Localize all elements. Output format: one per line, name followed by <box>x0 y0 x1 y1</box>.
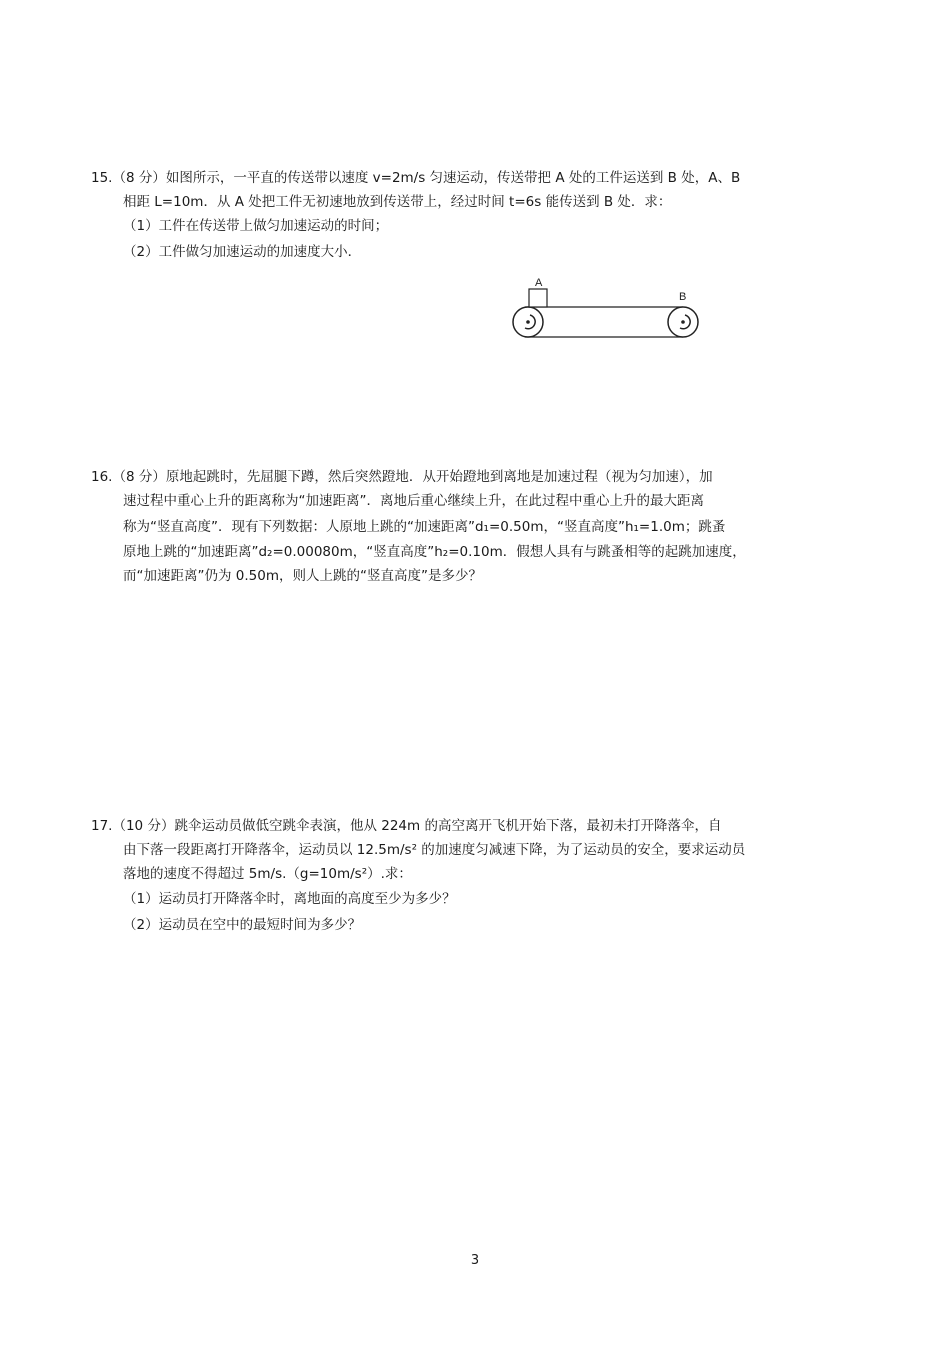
q16-line-3: 称为“竖直高度”．现有下列数据：人原地上跳的“加速距离”d₁=0.50m，“竖直高度”h₁=1.0m；跳蚤 <box>123 519 726 535</box>
q17-line-2: 由下落一段距离打开降落伞，运动员以 12.5m/s² 的加速度匀减速下降，为了运动员的安全，要求运动员 <box>123 842 746 858</box>
q15-sub-2: （2）工件做匀加速运动的加速度大小． <box>123 244 362 260</box>
label-b: B <box>679 291 687 303</box>
q16-line-5: 而“加速距离”仍为 0.50m，则人上跳的“竖直高度”是多少？ <box>123 568 482 584</box>
q16-line-1: 16.（8 分）原地起跳时，先屈腿下蹲，然后突然蹬地．从开始蹬地到离地是加速过程（视为匀加速），加 <box>91 469 713 485</box>
page-number: 3 <box>470 1253 480 1268</box>
left-pulley <box>513 307 543 337</box>
right-pulley <box>668 307 698 337</box>
q17-sub-1: （1）运动员打开降落伞时，离地面的高度至少为多少？ <box>123 891 456 907</box>
q17-line-1: 17.（10 分）跳伞运动员做低空跳伞表演，他从 224m 的高空离开飞机开始下落，最初未打开降落伞，自 <box>91 818 722 834</box>
conveyor-belt-diagram <box>505 270 710 345</box>
q15-sub-1: （1）工件在传送带上做匀加速运动的时间； <box>123 218 389 234</box>
q17-line-3: 落地的速度不得超过 5m/s.（g=10m/s²）.求： <box>123 866 412 882</box>
q15-line-2: 相距 L=10m．从 A 处把工件无初速地放到传送带上，经过时间 t=6s 能传送到 B 处．求： <box>123 194 672 210</box>
q16-line-4: 原地上跳的“加速距离”d₂=0.00080m，“竖直高度”h₂=0.10m．假想人具有与跳蚤相等的起跳加速度， <box>123 544 746 560</box>
q15-line-1: 15.（8 分）如图所示，一平直的传送带以速度 v=2m/s 匀速运动，传送带把 A 处的工件运送到 B 处，A、B <box>91 170 741 186</box>
q16-line-2: 速过程中重心上升的距离称为“加速距离”．离地后重心继续上升，在此过程中重心上升的最大距离 <box>123 493 704 509</box>
label-a: A <box>535 277 543 289</box>
q17-sub-2: （2）运动员在空中的最短时间为多少？ <box>123 917 362 933</box>
workpiece-box <box>529 289 547 307</box>
